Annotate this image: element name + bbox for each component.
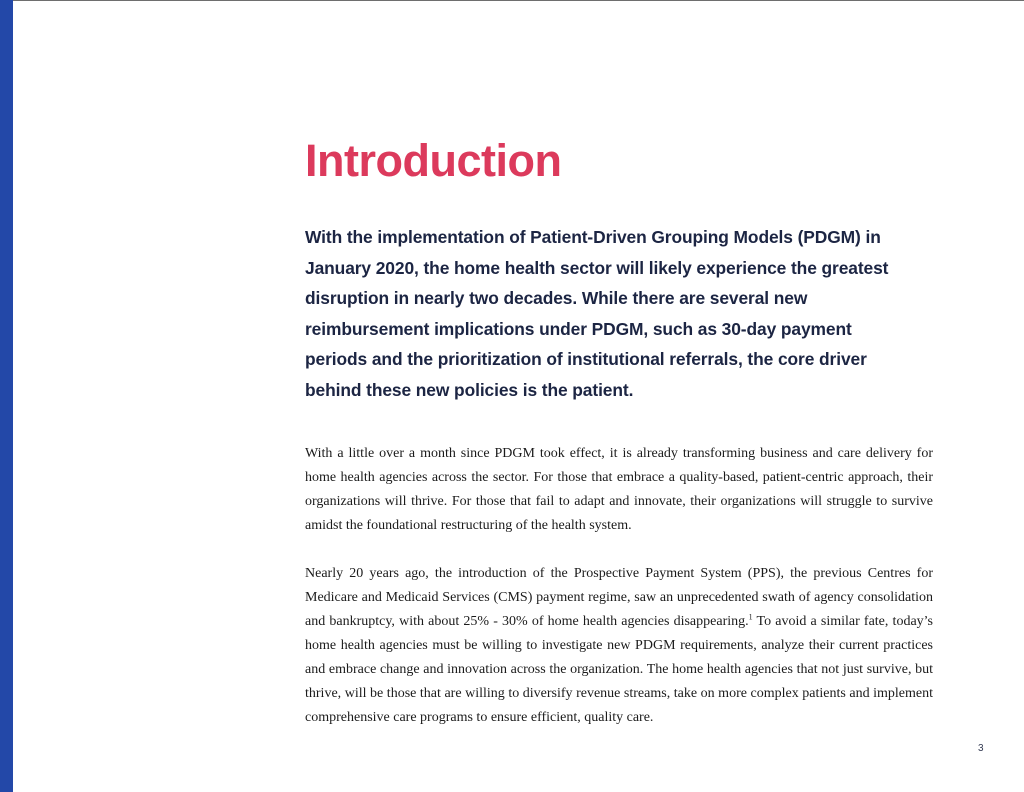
left-accent-bar: [0, 0, 13, 792]
footnote-marker[interactable]: 1: [748, 611, 753, 621]
top-border-rule: [0, 0, 1024, 1]
body-paragraph-2-text-before-footnote: Nearly 20 years ago, the introduction of the Prospective Payment System (PPS), the previous Centres for Medicare and Medicaid Services (CMS) payment regime, saw an unprecedented swath of agency consolidation and bankruptcy, with about 25% - 30% of home health agencies disappearing.: [305, 565, 933, 629]
body-paragraph-2-text-after-footnote: To avoid a similar fate, today’s home health agencies must be willing to investigate new PDGM requirements, analyze their current practices and embrace change and innovation across the organization. The home health agencies that not just survive, but thrive, will be those that are willing to diversify revenue streams, take on more complex patients and implement comprehensive care programs to ensure efficient, quality care.: [305, 613, 933, 725]
body-paragraph-1: With a little over a month since PDGM took effect, it is already transforming business and care delivery for home health agencies across the sector. For those that embrace a quality-based, patient-centric approach, their organizations will thrive. For those that fail to adapt and innovate, their organizations will struggle to survive amidst the foundational restructuring of the health system.: [305, 445, 933, 533]
body-paragraph-2: [305, 562, 933, 730]
page-content: [305, 130, 945, 730]
lead-paragraph: With the implementation of Patient-Driven Grouping Models (PDGM) in January 2020, the home health sector will likely experience the greatest disruption in nearly two decades. While there are several new reimbursement implications under PDGM, such as 30-day payment periods and the prioritization of institutional referrals, the core driver behind these new policies is the patient.: [305, 227, 889, 400]
page-number: 3: [978, 743, 984, 754]
page-title: Introduction: [305, 135, 562, 186]
